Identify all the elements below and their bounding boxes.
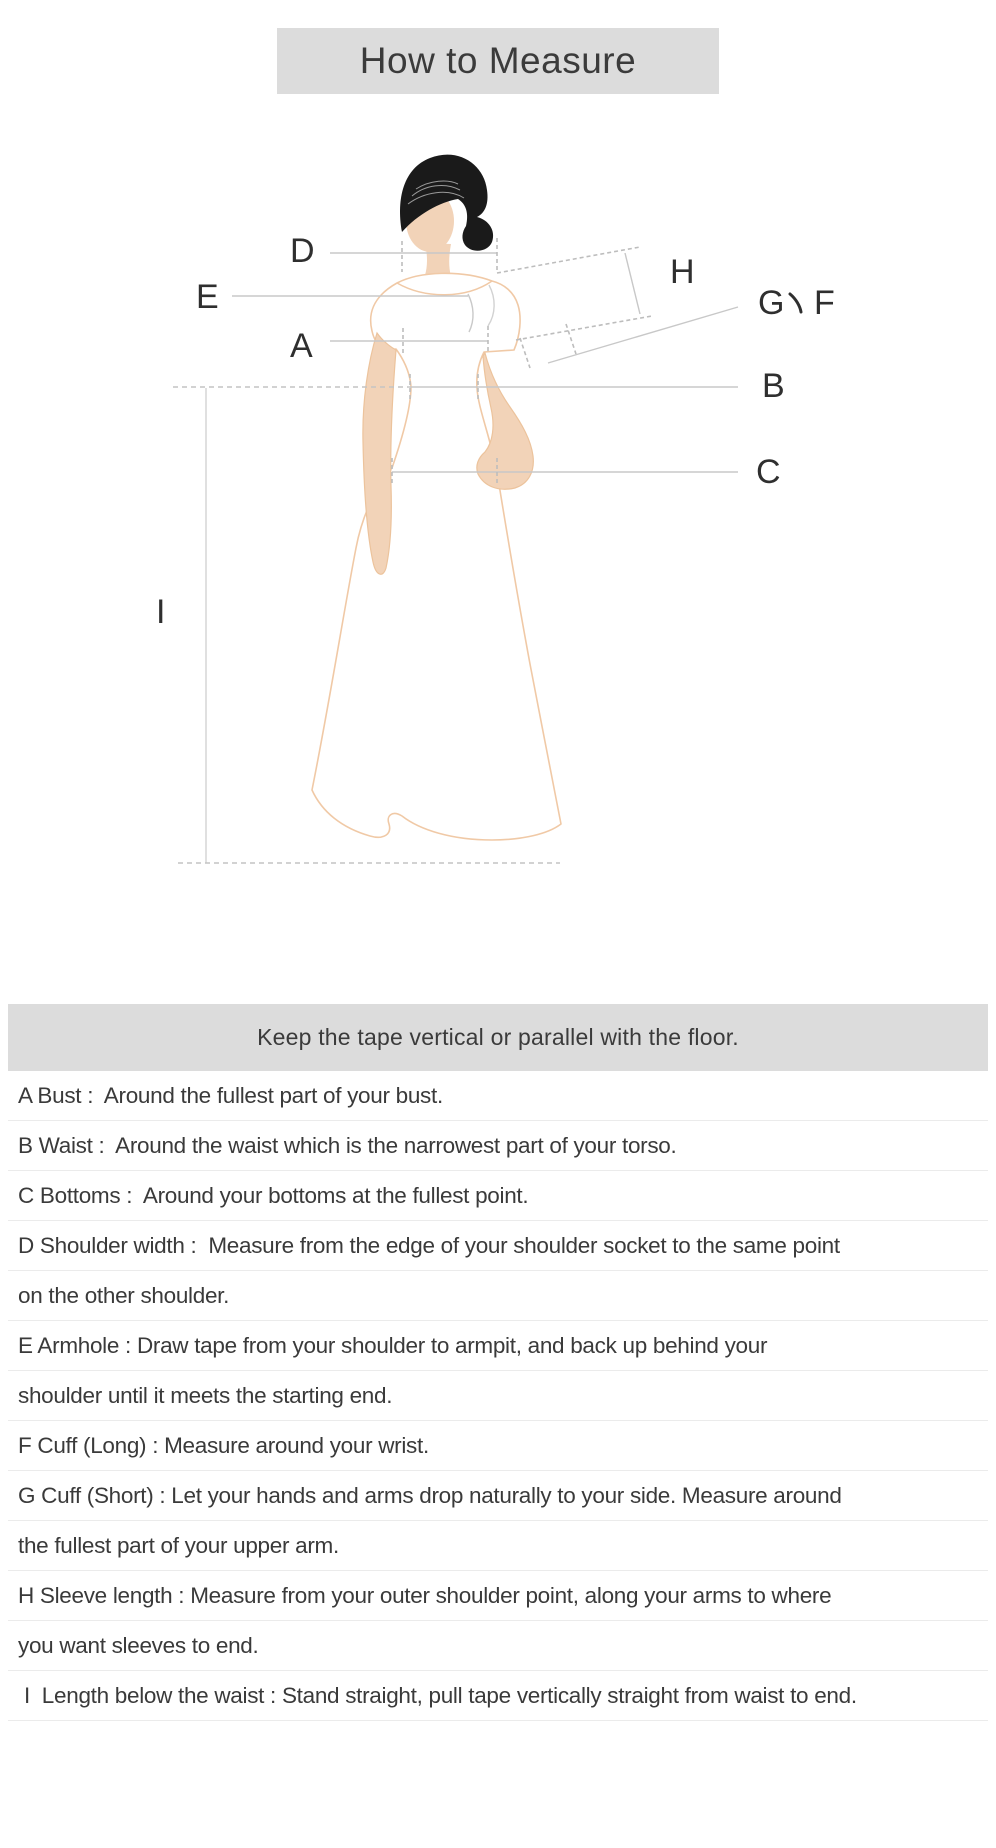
label-a: A (290, 327, 313, 365)
table-row-c-bottoms: C Bottoms : Around your bottoms at the fullest point. (8, 1171, 988, 1221)
table-row-b-waist: B Waist : Around the waist which is the narrowest part of your torso. (8, 1121, 988, 1171)
woman-head (400, 155, 493, 290)
dress (312, 273, 561, 840)
size-guide-table (8, 1004, 988, 1721)
page-title: How to Measure (359, 40, 637, 81)
page-title-banner (277, 28, 719, 94)
table-row-g-cuff-short-2: the fullest part of your upper arm. (8, 1521, 988, 1571)
label-h: H (670, 253, 695, 291)
table-row-a-bust: A Bust : Around the fullest part of your bust. (8, 1071, 988, 1121)
table-row-e-armhole-2: shoulder until it meets the starting end. (8, 1371, 988, 1421)
table-row-f-cuff-long: F Cuff (Long) : Measure around your wrist. (8, 1421, 988, 1471)
table-row-g-cuff-short-1: G Cuff (Short) : Let your hands and arms drop naturally to your side. Measure around (8, 1471, 988, 1521)
tick-cuff-left (520, 338, 530, 368)
label-e: E (196, 278, 219, 316)
table-row-h-sleeve-length-2: you want sleeves to end. (8, 1621, 988, 1671)
label-i: I (156, 593, 166, 631)
table-row-h-sleeve-length-1: H Sleeve length : Measure from your outer shoulder point, along your arms to where (8, 1571, 988, 1621)
label-f: F (814, 284, 835, 322)
table-row-e-armhole-1: E Armhole : Draw tape from your shoulder to armpit, and back up behind your (8, 1321, 988, 1371)
table-header: Keep the tape vertical or parallel with the floor. (8, 1004, 988, 1071)
sleeve-length-bracket (625, 253, 640, 314)
ideographic-comma-mark (790, 294, 801, 312)
sleeve-dotted-bottom (516, 316, 652, 340)
sleeve-dotted-top (497, 247, 640, 273)
table-row-d-shoulder-2: on the other shoulder. (8, 1271, 988, 1321)
label-g: G (758, 284, 785, 322)
table-row-i-length-below-waist: I Length below the waist : Stand straight, pull tape vertically straight from waist to end. (8, 1671, 988, 1721)
tick-cuff-right (566, 324, 576, 354)
label-b: B (762, 367, 785, 405)
table-row-d-shoulder-1: D Shoulder width : Measure from the edge of your shoulder socket to the same point (8, 1221, 988, 1271)
measure-line-gf (548, 307, 738, 363)
arm-right (477, 353, 533, 489)
label-c: C (756, 453, 781, 491)
label-d: D (290, 232, 315, 270)
